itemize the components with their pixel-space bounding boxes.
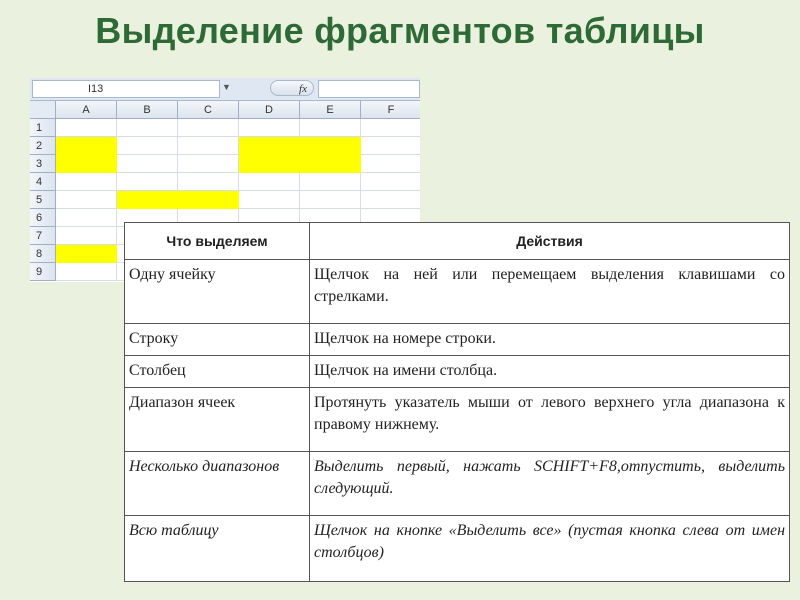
row-header-2[interactable]: 2 <box>30 137 56 155</box>
row-header-5[interactable]: 5 <box>30 191 56 209</box>
cell-f5[interactable] <box>361 191 420 209</box>
table-row <box>125 356 790 388</box>
row-what: Одну ячейку <box>125 260 310 324</box>
row-action: Щелчок на кнопке «Выделить все» (пустая кнопка слева от имен столбцов) <box>310 516 790 582</box>
column-header-a[interactable]: A <box>56 101 117 119</box>
insert-function-button[interactable]: fx <box>270 80 314 96</box>
column-header-b[interactable]: B <box>117 101 178 119</box>
table-row <box>125 324 790 356</box>
selected-cell-a8 <box>56 245 117 263</box>
row-header-3[interactable]: 3 <box>30 155 56 173</box>
selected-range-b5-c5 <box>117 191 239 209</box>
row-action: Выделить первый, нажать SCHIFT+F8,отпустить, выделить следующий. <box>310 452 790 516</box>
select-all-button[interactable] <box>30 101 56 119</box>
column-header-e[interactable]: E <box>300 101 361 119</box>
cell-a9[interactable] <box>56 263 117 281</box>
header-action: Действия <box>310 223 790 260</box>
row-header-8[interactable]: 8 <box>30 245 56 263</box>
column-header-f[interactable]: F <box>361 101 420 119</box>
cell-b2[interactable] <box>117 137 178 155</box>
cell-e5[interactable] <box>300 191 361 209</box>
cell-b3[interactable] <box>117 155 178 173</box>
cell-e4[interactable] <box>300 173 361 191</box>
cell-b1[interactable] <box>117 119 178 137</box>
row-action: Щелчок на номере строки. <box>310 324 790 356</box>
row-header-7[interactable]: 7 <box>30 227 56 245</box>
cell-f1[interactable] <box>361 119 420 137</box>
cell-c2[interactable] <box>178 137 239 155</box>
cell-c3[interactable] <box>178 155 239 173</box>
cell-c4[interactable] <box>178 173 239 191</box>
formula-bar <box>30 78 420 101</box>
row-what: Всю таблицу <box>125 516 310 582</box>
row-header-6[interactable]: 6 <box>30 209 56 227</box>
cell-f3[interactable] <box>361 155 420 173</box>
row-header-1[interactable]: 1 <box>30 119 56 137</box>
row-what: Несколько диапазонов <box>125 452 310 516</box>
cell-a7[interactable] <box>56 227 117 245</box>
cell-a5[interactable] <box>56 191 117 209</box>
row-action: Протянуть указатель мыши от левого верхнего угла диапазона к правому нижнему. <box>310 388 790 452</box>
cell-d1[interactable] <box>239 119 300 137</box>
column-header-d[interactable]: D <box>239 101 300 119</box>
cell-c1[interactable] <box>178 119 239 137</box>
name-box[interactable]: I13 <box>32 80 220 98</box>
selected-range-a2-a3 <box>56 137 117 173</box>
row-what: Столбец <box>125 356 310 388</box>
table-row <box>125 516 790 582</box>
row-what: Диапазон ячеек <box>125 388 310 452</box>
row-header-9[interactable]: 9 <box>30 263 56 281</box>
cell-a6[interactable] <box>56 209 117 227</box>
cell-d4[interactable] <box>239 173 300 191</box>
table-row <box>125 260 790 324</box>
selected-range-d2-e3 <box>239 137 361 173</box>
cell-b4[interactable] <box>117 173 178 191</box>
selection-reference-table <box>124 222 790 582</box>
table-row <box>125 388 790 452</box>
column-header-c[interactable]: C <box>178 101 239 119</box>
cell-a4[interactable] <box>56 173 117 191</box>
table-header-row <box>125 223 790 260</box>
cell-f2[interactable] <box>361 137 420 155</box>
cell-f4[interactable] <box>361 173 420 191</box>
header-what: Что выделяем <box>125 223 310 260</box>
cell-e1[interactable] <box>300 119 361 137</box>
row-action: Щелчок на ней или перемещаем выделения клавишами со стрелками. <box>310 260 790 324</box>
row-header-4[interactable]: 4 <box>30 173 56 191</box>
table-row <box>125 452 790 516</box>
chevron-down-icon[interactable]: ▼ <box>222 82 231 92</box>
cell-a1[interactable] <box>56 119 117 137</box>
row-action: Щелчок на имени столбца. <box>310 356 790 388</box>
page-title: Выделение фрагментов таблицы <box>95 10 705 51</box>
cell-d5[interactable] <box>239 191 300 209</box>
formula-input[interactable] <box>318 80 420 98</box>
row-what: Строку <box>125 324 310 356</box>
